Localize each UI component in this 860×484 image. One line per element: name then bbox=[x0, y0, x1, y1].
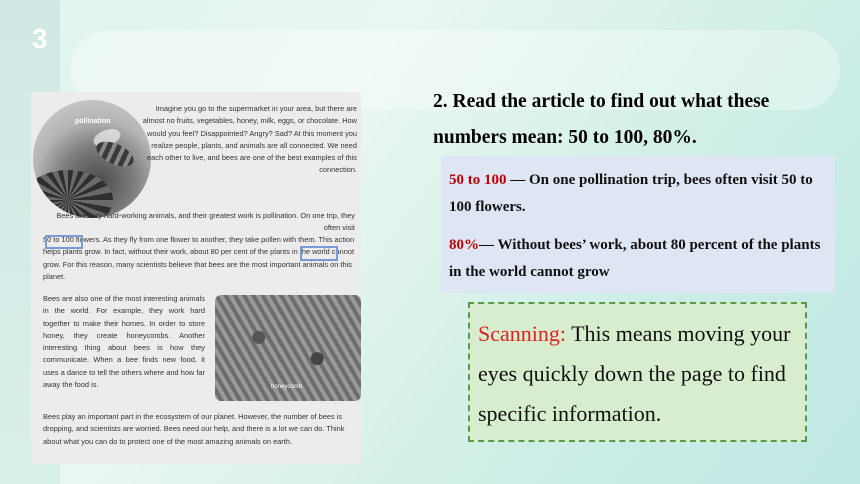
question-text: 2. Read the article to find out what these numbers mean: 50 to 100, 80%. bbox=[433, 91, 770, 148]
answer-2-key: 80% bbox=[449, 237, 479, 253]
article-paragraph-3: Bees are also one of the most interesting animals in the world. For example, they work hard together to make their homes. In order to store honey, they create honeycombs. Another interesting thing about bees is how they communicate. When a bee finds new food, it uses a dance to tell the others where and how far away the food is. bbox=[43, 294, 205, 390]
answer-1-key: 50 to 100 bbox=[449, 172, 507, 188]
answer-1 bbox=[449, 167, 833, 221]
article-paragraph-2-lead: Bees are very hard-working animals, and their greatest work is pollination. On one trip, they often visit bbox=[56, 211, 355, 233]
pollination-photo bbox=[33, 100, 151, 218]
scanning-label: Scanning: bbox=[478, 321, 566, 346]
highlight-50-to-100 bbox=[45, 235, 83, 249]
slide-number: 3 bbox=[32, 23, 48, 54]
scanning-tip bbox=[478, 314, 798, 434]
article-image bbox=[31, 92, 361, 464]
highlight-80-per bbox=[300, 246, 338, 261]
pollination-label: pollination bbox=[75, 118, 111, 125]
answer-2-text: — Without bees’ work, about 80 percent of the plants in the world cannot grow bbox=[449, 237, 821, 280]
article-paragraph-2: 50 to 100 flowers. As they fly from one flower to another, they take pollen with them. This action helps plants grow. In fact, without their work, about 80 per cent of the plants in the world cannot grow. For this reason, many scientists believe that bees are the most important animals on this planet. bbox=[43, 235, 355, 281]
scanning-description: This means moving your eyes quickly down the page to find specific information. bbox=[478, 321, 791, 426]
answer-1-text: — On one pollination trip, bees often visit 50 to 100 flowers. bbox=[449, 172, 813, 215]
answer-box bbox=[441, 156, 835, 293]
scanning-tip-box bbox=[468, 302, 807, 442]
answer-2 bbox=[449, 232, 833, 286]
honeycomb-label: honeycomb bbox=[271, 384, 303, 390]
article-paragraph-1: Imagine you go to the supermarket in your area, but there are almost no fruits, vegetables, honey, milk, eggs, or chocolate. How would you feel? Disappointed? Angry? Sad? At this moment you realize people, plants, and animals are all connected. We need each other to live, and bees are one of the best examples of this connection. bbox=[142, 104, 357, 175]
article-paragraph-4: Bees play an important part in the ecosystem of our planet. However, the number of bees is dropping, and scientists are worried. Bees need our help, and there is a lot we can do. Think about what you can do to protect one of the most amazing animals on earth. bbox=[43, 412, 345, 446]
